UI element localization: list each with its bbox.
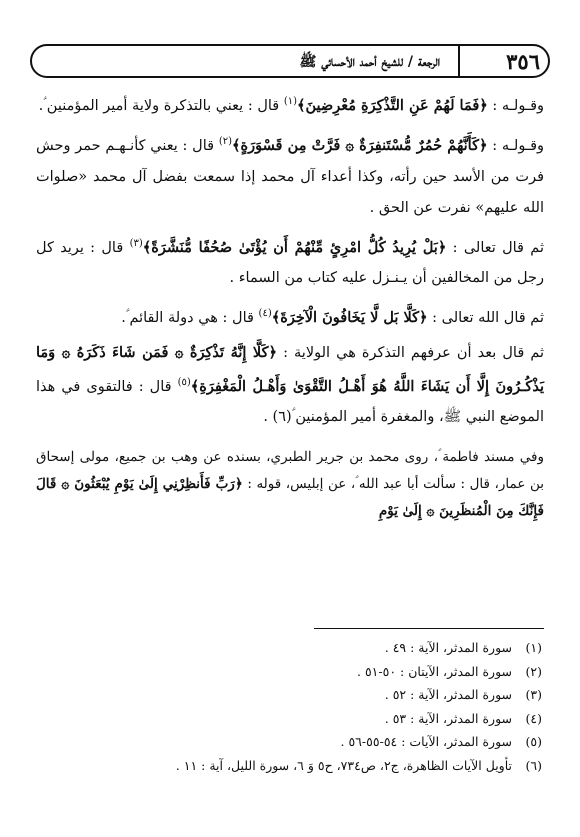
quran-quote: ﴿بَلْ يُرِيدُ كُلُّ امْرِئٍ مِّنْهُمْ أَن يُؤْتَىٰ صُحُفًا مُّنَشَّرَةً﴾ [142, 238, 447, 256]
footnote [40, 683, 542, 707]
footnote-number: (٥) [525, 734, 542, 750]
quran-quote: ﴿كَأَنَّهُمْ حُمُرٌ مُّسْتَنفِرَةٌ ۞ فَرَّتْ مِن قَسْوَرَةٍ﴾ [232, 136, 488, 154]
footnote-ref: (٢) [218, 135, 233, 147]
footnote-text: سورة المدثر، الآية : ٥٢ . [384, 687, 513, 703]
paragraph-tail: قال : هي دولة القائم ؑ. [121, 310, 259, 327]
footnote-text: سورة المدثر، الآيتان : ٥٠-٥١ . [357, 663, 513, 679]
paragraph-tail: قال : يريد كل رجل من المخالفين أن يـنـزل عليه كتاب من السماء . [36, 239, 544, 287]
paragraph-lead: وقـولـه : [487, 97, 544, 114]
paragraph-lead: ثم قال بعد أن عرفهم التذكرة هي الولاية : [277, 345, 545, 362]
paragraph [36, 86, 544, 122]
footnote [40, 730, 542, 754]
footnote-number: (١) [525, 640, 542, 655]
paragraph [36, 338, 544, 432]
paragraph [36, 126, 544, 224]
paragraph-tail: قال : يعني بالتذكرة ولاية أمير المؤمنين ؑ. [38, 97, 284, 114]
footnote [40, 754, 542, 778]
paragraph [36, 298, 544, 334]
paragraph-lead: وفي مسند فاطمة ؑ، روى محمد بن جرير الطبري، بسنده عن وهب بن جميع، مولى إسحاق بن عمار، قال : سألت أبا عبد الله ؑ، عن إبليس، قوله : [36, 449, 545, 493]
footnote [40, 636, 542, 660]
page-body [36, 86, 544, 529]
footnote [40, 660, 542, 684]
paragraph-lead: وقـولـه : [487, 137, 545, 154]
header-divider [458, 46, 460, 76]
footnote-text: سورة المدثر، الآية : ٥٣ . [384, 710, 513, 726]
footnote-text: تأويل الآيات الظاهرة، ج٢، ص٧٣٤، ح٥ وَ ٦، سورة الليل، آية : ١١ . [175, 757, 513, 773]
running-title: الرجعة / للشيخ أحمد الأحسائي ﷺ [299, 54, 440, 70]
footnote-number: (٣) [525, 687, 542, 703]
quran-quote: ﴿رَبِّ فَأَنظِرْنِي إِلَىٰ يَوْمِ يُبْعَثُونَ ۞ قَالَ فَإِنَّكَ مِنَ الْمُنظَرِينَ ۞ إِلَىٰ يَوْمِ [36, 476, 544, 520]
paragraph [36, 228, 544, 295]
footnote-ref: (٤) [258, 308, 272, 320]
footnote-ref: (١) [283, 96, 297, 107]
footnote [40, 707, 542, 731]
paragraph-tail: قال : فالتقوى في هذا الموضع النبي ﷺ، والمغفرة أمير المؤمنين ؑ(٦) . [36, 379, 544, 426]
quran-quote: ﴿فَمَا لَهُمْ عَنِ التَّذْكِرَةِ مُعْرِضِينَ﴾ [297, 96, 488, 114]
paragraph-tail: قال : يعني كأنـهـم حمر وحش فرت من الأسد حين رأته، وكذا أعداء آل محمد إذا سمعت بفضل آل محمد «صلوات الله عليهم» نفرت عن الحق . [36, 137, 544, 216]
paragraph-lead: ثم قال تعالى : [446, 239, 544, 256]
quran-quote: ﴿كَلَّا بَل لَّا يَخَافُونَ الْآخِرَةَ﴾ [271, 309, 428, 327]
quran-quote: ﴿كَلَّا إِنَّهُ تَذْكِرَةٌ ۞ فَمَن شَاءَ ذَكَرَهُ ۞ وَمَا يَذْكُـرُونَ إِلَّا أَن يَشَاءَ اللَّهُ هُوَ أَهْـلُ التَّقْوَىٰ وَأَهْـلُ الْمَغْفِرَةِ﴾ [36, 344, 544, 396]
page-number: ٣٥٦ [506, 49, 540, 74]
footnote-text: سورة المدثر، الآيات : ٥٤-٥٥-٥٦ . [340, 734, 513, 750]
footnote-number: (٤) [525, 710, 542, 726]
paragraph [36, 444, 544, 525]
paragraph-lead: ثم قال الله تعالى : [427, 310, 544, 327]
running-header [30, 44, 550, 78]
footnote-number: (٢) [525, 663, 542, 679]
footnote-ref: (٣) [129, 237, 143, 249]
footnote-number: (٦) [525, 757, 542, 773]
footnote-divider [314, 628, 544, 629]
footnotes-list [40, 636, 542, 778]
footnote-text: سورة المدثر، الآية : ٤٩ . [384, 640, 513, 655]
footnote-ref: (٥) [177, 377, 191, 389]
